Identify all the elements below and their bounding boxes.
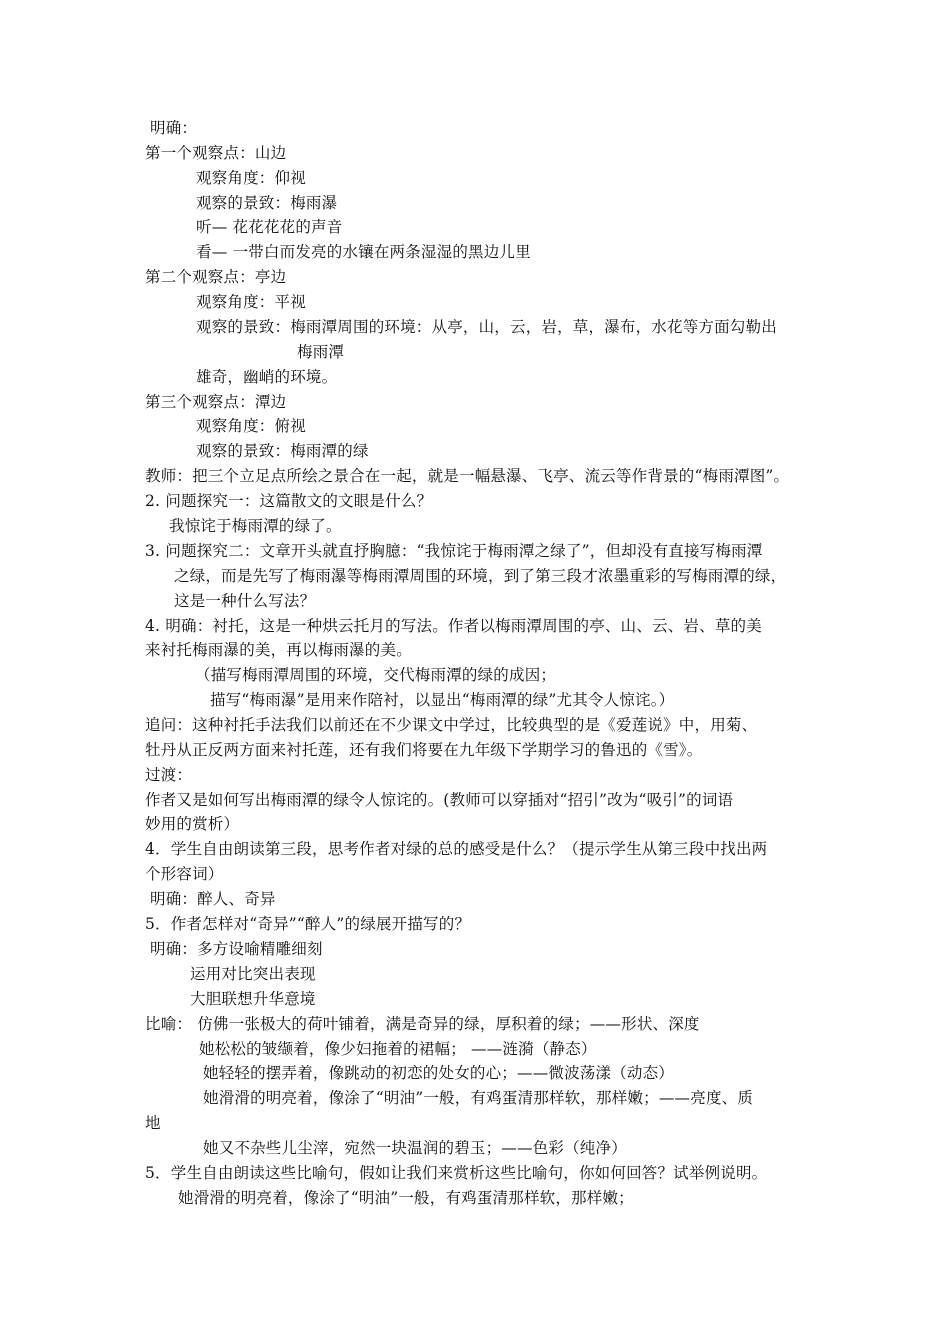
text-line: 描写“梅雨瀑”是用来作陪衬，以显出“梅雨潭的绿”尤其令人惊诧。） [210, 691, 675, 709]
text-line: 牡丹从正反两方面来衬托莲，还有我们将要在九年级下学期学习的鲁迅的《雪》。 [145, 741, 703, 759]
text-line: 之绿，而是先写了梅雨瀑等梅雨潭周围的环境，到了第三段才浓墨重彩的写梅雨潭的绿， [174, 567, 787, 585]
text-line: 我惊诧于梅雨潭的绿了。 [169, 517, 342, 535]
text-line: 明确：多方设喻精雕细刻 [150, 940, 323, 958]
text-line: 雄奇，幽峭的环境。 [196, 368, 338, 386]
text-line: （描写梅雨潭周围的环境，交代梅雨潭的绿的成因； [195, 666, 557, 684]
text-line: 大胆联想升华意境 [190, 990, 316, 1008]
text-line: 明确： [150, 119, 198, 137]
text-line: 观察的景致：梅雨瀑 [196, 194, 338, 212]
text-line: 第三个观察点：潭边 [145, 393, 287, 411]
text-line: 运用对比突出表现 [190, 965, 316, 983]
text-line: 她滑滑的明亮着，像涂了“明油”一般，有鸡蛋清那样软，那样嫩； [178, 1189, 634, 1207]
text-line: 明确：醉人、奇异 [150, 890, 276, 908]
text-line: 她滑滑的明亮着，像涂了“明油”一般，有鸡蛋清那样软，那样嫩；——亮度、质 [203, 1089, 754, 1107]
text-line: 4. 明确：衬托，这是一种烘云托月的写法。作者以梅雨潭周围的亭、山、云、岩、草的美 [145, 617, 762, 635]
text-line: 追问：这种衬托手法我们以前还在不少课文中学过，比较典型的是《爱莲说》中，用菊、 [145, 716, 758, 734]
text-line: 看— 一带白而发亮的水镶在两条湿湿的黑边儿里 [196, 243, 531, 261]
text-line: 梅雨潭 [297, 343, 345, 361]
text-line: 2. 问题探究一：这篇散文的文眼是什么？ [145, 492, 433, 510]
text-line: 第一个观察点：山边 [145, 144, 287, 162]
text-line: 来衬托梅雨瀑的美，再以梅雨瀑的美。 [145, 641, 412, 659]
text-line: 她又不杂些儿尘滓，宛然一块温润的碧玉；——色彩（纯净） [203, 1139, 627, 1157]
text-line: 观察角度：平视 [196, 293, 306, 311]
text-line: 听— 花花花花的声音 [196, 218, 343, 236]
text-line: 5．作者怎样对“奇异”“醉人”的绿展开描写的？ [145, 915, 471, 933]
text-line: 她松松的皱缬着，像少妇拖着的裙幅； ——涟漪（静态） [199, 1040, 597, 1058]
text-line: 观察的景致：梅雨潭周围的环境：从亭，山，云，岩，草，瀑布，水花等方面勾勒出 [196, 318, 777, 336]
text-line: 观察角度：仰视 [196, 169, 306, 187]
text-line: 作者又是如何写出梅雨潭的绿令人惊诧的。(教师可以穿插对“招引”改为“吸引”的词语 [145, 791, 734, 809]
text-line: 过渡： [145, 766, 193, 784]
text-line: 这是一种什么写法？ [174, 592, 316, 610]
text-line: 观察角度：俯视 [196, 417, 306, 435]
text-line: 妙用的赏析） [145, 815, 240, 833]
text-line: 地 [145, 1114, 161, 1132]
text-line: 她轻轻的摆弄着，像跳动的初恋的处女的心；——微波荡漾（动态） [203, 1064, 675, 1082]
text-line: 观察的景致：梅雨潭的绿 [196, 442, 369, 460]
text-line: 个形容词） [145, 865, 224, 883]
text-line: 第二个观察点：亭边 [145, 268, 287, 286]
text-line: 3. 问题探究二：文章开头就直抒胸臆：“我惊诧于梅雨潭之绿了”，但却没有直接写梅雨潭 [145, 542, 763, 560]
text-line: 教师：把三个立足点所绘之景合在一起，就是一幅悬瀑、飞亭、流云等作背景的“梅雨潭图”。 [145, 467, 790, 485]
text-line: 4．学生自由朗读第三段，思考作者对绿的总的感受是什么？（提示学生从第三段中找出两 [145, 840, 768, 858]
text-line: 5．学生自由朗读这些比喻句，假如让我们来赏析这些比喻句，你如何回答？试举例说明。 [145, 1164, 768, 1182]
text-line: 比喻： 仿佛一张极大的荷叶铺着，满是奇异的绿，厚积着的绿；——形状、深度 [145, 1015, 700, 1033]
